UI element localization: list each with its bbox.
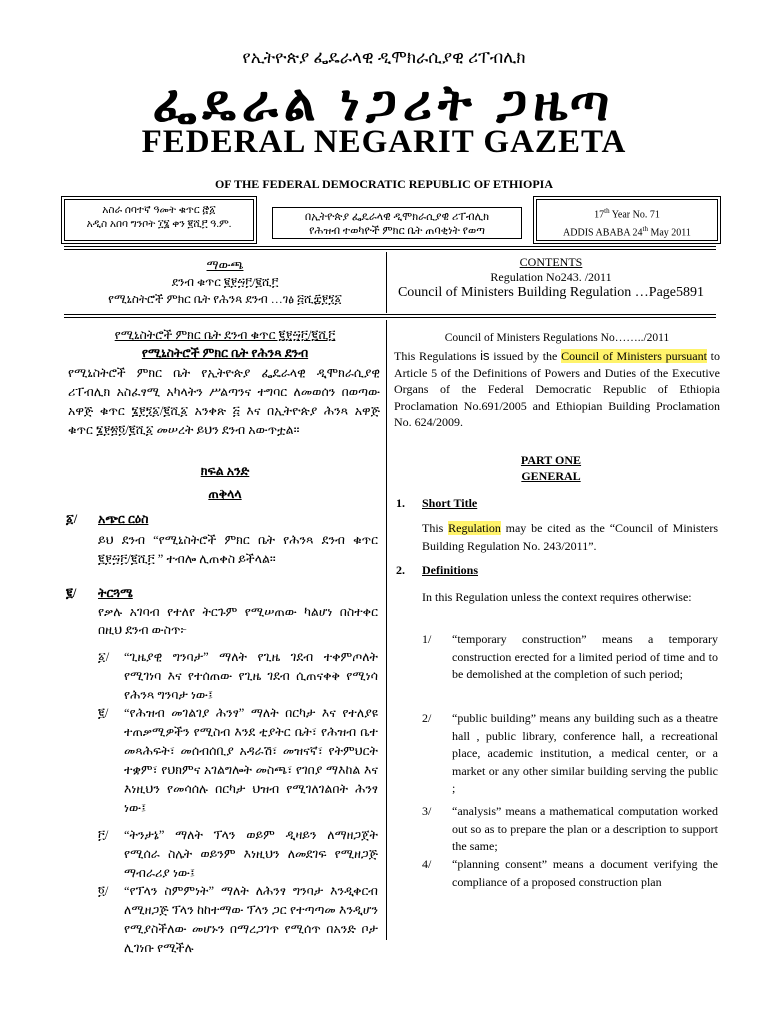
issue-info-line: አዲስ አበባ ግንቦት ፲፮ ቀን ፪ሺ፫ ዓ.ም. <box>86 219 232 230</box>
section-body-english <box>422 519 718 555</box>
date-rest: May 2011 <box>647 227 691 239</box>
regulation-title-english: Council of Ministers Regulations No……../2011 <box>444 332 670 344</box>
section-title-definitions-english: Definitions <box>422 563 479 577</box>
section-number: 1. <box>396 496 405 510</box>
item-number: 1/ <box>422 632 432 646</box>
divider <box>64 317 716 318</box>
section-number: 2. <box>396 563 405 577</box>
section-body-amharic: የቃሉ አገባብ የተለየ ትርጉም የሚሠጠው ካልሆነ በስተቀር በዚህ ደንብ ውስጥ፦ <box>98 605 378 637</box>
masthead-english-subtitle: OF THE FEDERAL DEMOCRATIC REPUBLIC OF ETHIOPIA <box>214 177 554 191</box>
definition-item-english <box>422 631 718 684</box>
definition-item-amharic <box>98 648 378 705</box>
part-heading-amharic: ክፍል አንድ <box>200 464 250 478</box>
item-text: “analysis” means a mathematical computation worked out so as to prepare the plan or a description to support the same; <box>452 804 718 853</box>
year-sup: th <box>604 207 610 215</box>
date-sup: th <box>642 225 648 234</box>
item-text: “ጊዜያዊ ግንባታ” ማለት የጊዜ ገደብ ተቀምጦለት የሚገነባ እና የተሰጠው የጊዜ ገደብ ሲጠናቀቅ የሚነሳ የሕንጻ ግንባታ ነው፤ <box>124 650 378 702</box>
year-number-line <box>537 204 717 222</box>
item-number: ፪/ <box>98 706 109 720</box>
item-text: “የሕዝብ መገልገያ ሕንፃ” ማለት በርካታ እና የተለያዩ ተጠቃሚዎችን የሚስብ እንደ ቲያትር ቤት፣ የሕዝብ ቤተ መጻሕፍት፣ መሰብሰቢያ አዳራሽ፣ መዝናኛ፣ የትምህርት ተቋም፣ የህክምና አገልግሎት መስጫ፣ የገበያ ማእከል እና እነዚህን የመሳሰሉ በርካታ ህዝብ የሚገለገልበት ሕንፃ ነው፤ <box>124 706 378 815</box>
item-text: “temporary construction” means a temporary construction erected for a limited period of time and to be demolished at the completion of such period; <box>452 632 718 681</box>
issue-info-box-amharic <box>64 199 254 241</box>
section-title-short-title-amharic: አጭር ርዕስ <box>98 512 149 526</box>
section-body-english: In this Regulation unless the context requires otherwise: <box>422 590 692 604</box>
section-title-short-title-english: Short Title <box>422 496 478 510</box>
preamble-amharic: የሚኒስትሮች ምክር ቤት የኢትዮጵያ ፌዴራላዊ ዲሞክራሲያዊ ሪፐብሊክ አስፈፃሚ አካላትን ሥልጣንና ተግባር ለመወሰን በወጣው አዋጅ ቁጥር ፮፻፺፩/፪ሺ፩ አንቀጽ ፭ እና በኢትዮጵያ ሕንጻ አዋጅ ቁጥር ፮፻፳፬/፪ሺ፩ መሠረት ይህን ደንብ አውጥቷል። <box>68 366 380 437</box>
item-number: ፩/ <box>98 650 110 664</box>
section-text: may be cited as the “Council of Ministers Building Regulation No. 243/2011”. <box>422 521 718 553</box>
divider <box>64 249 716 250</box>
definition-item-amharic <box>98 826 378 883</box>
masthead-amharic-title: ፌዴራል ነጋሪት ጋዜጣ <box>152 75 616 131</box>
issue-info-box-english <box>536 199 718 241</box>
definition-item-english <box>422 803 718 856</box>
issue-info-line: አስራ ሰባተኛ ዓመት ቁጥር ፸፩ <box>102 205 216 216</box>
highlighted-text: Council of Ministers pursuant <box>561 349 707 363</box>
year-rest: Year No. 71 <box>609 209 660 221</box>
contents-item-amharic: ደንብ ቁጥር ፪፻፵፫/፪ሺ፫ <box>171 275 279 289</box>
item-number: ፬/ <box>98 884 109 898</box>
column-divider <box>386 320 387 940</box>
date-line <box>537 222 717 240</box>
masthead-english-title: FEDERAL NEGARIT GAZETA <box>141 124 627 160</box>
item-text: “planning consent” means a document verifying the compliance of a proposed construction plan <box>452 857 718 889</box>
item-number: 2/ <box>422 711 432 725</box>
definition-item-amharic <box>98 882 378 958</box>
contents-heading-english: CONTENTS <box>519 255 583 269</box>
item-text: “ትንታኔ” ማለት ፕላን ወይም ዲዛይን ለማዘጋጀት የሚሰራ ስሌት ወይንም እነዚህን ለመደገፍ የሚዘጋጅ ማብራሪያ ነው፤ <box>124 828 378 880</box>
part-heading-english: PART ONE <box>520 453 582 467</box>
section-number: ፩/ <box>66 512 78 526</box>
general-heading-english: GENERAL <box>521 469 581 483</box>
masthead-amharic-republic: የኢትዮጵያ ፌዴራላዊ ዲሞክራሲያዊ ሪፐብሊክ <box>242 48 526 67</box>
date-pre: ADDIS ABABA 24 <box>563 227 643 239</box>
section-number: ፪/ <box>66 586 77 600</box>
divider <box>64 246 716 247</box>
year-num: 17 <box>594 209 605 221</box>
definition-item-english <box>422 710 718 798</box>
contents-heading-amharic: ማውጫ <box>206 258 244 272</box>
item-text: “public building” means any building such as a theatre hall , public library, conference hall, a recreational place, academic institution, a medical center, or a market or any other similar building serving the public ; <box>452 711 718 795</box>
preamble-text: is <box>480 348 490 363</box>
preamble-text: This Regulations <box>394 349 481 363</box>
regulation-title-amharic: የሚኒስትሮች ምክር ቤት ደንብ ቁጥር ፪፻፵፫/፪ሺ፫ <box>114 328 336 342</box>
item-text: “የፕላን ስምምነት” ማለት ለሕንፃ ግንባታ እንዲቀርብ ለሚዘጋጅ ፕላን ከከተማው ፕላን ጋር የተጣጣመ እንዲሆን የሚያስችለው መሆኑን በማረጋገጥ የሚሰጥ በአንድ ቦታ ሊገነቡ የሚችሉ <box>124 884 378 955</box>
definition-item-english <box>422 856 718 891</box>
publisher-info-line: የሕዝብ ተወካዮች ምክር ቤት ጠባቂነት የወጣ <box>309 225 485 237</box>
preamble-text: issued by the <box>489 349 562 363</box>
publisher-info-box <box>272 207 522 239</box>
divider <box>64 314 716 315</box>
definition-item-amharic <box>98 704 378 818</box>
item-number: ፫/ <box>98 828 109 842</box>
preamble-text: to Article 5 of the Definitions of Powers and Duties of the Executive Organs of the Federal Democratic Republic of Ethiopia Proclamation No.691/2005 and Ethiopian Building Proclamation No. 624/2009. <box>394 349 720 429</box>
contents-item-english: Regulation No243. /2011 <box>490 270 612 284</box>
preamble-english <box>394 348 720 431</box>
section-body-amharic: ይህ ደንብ “የሚኒስትሮች ምክር ቤት የሕንጻ ደንብ ቁጥር ፪፻፵፫/፪ሺ፫ ” ተብሎ ሊጠቀስ ይችላል። <box>98 533 378 566</box>
contents-item-amharic: የሚኒስትሮች ምክር ቤት የሕንጻ ደንብ …ገፅ ፭ሺ፰፻፺፩ <box>108 292 342 306</box>
section-title-definitions-amharic: ትርጓሜ <box>98 586 133 600</box>
regulation-subtitle-amharic: የሚኒስትሮች ምክር ቤት የሕንጻ ደንብ <box>141 346 309 360</box>
contents-item-english: Council of Ministers Building Regulation …Page5891 <box>397 285 705 300</box>
section-text: This <box>422 521 449 535</box>
highlighted-text: Regulation <box>448 521 501 535</box>
item-number: 3/ <box>422 804 432 818</box>
item-number: 4/ <box>422 857 432 871</box>
general-heading-amharic: ጠቅላላ <box>208 487 242 501</box>
publisher-info-line: በኢትዮጵያ ፌዴራላዊ ዲሞክራሲያዊ ሪፐብሊክ <box>304 211 490 223</box>
